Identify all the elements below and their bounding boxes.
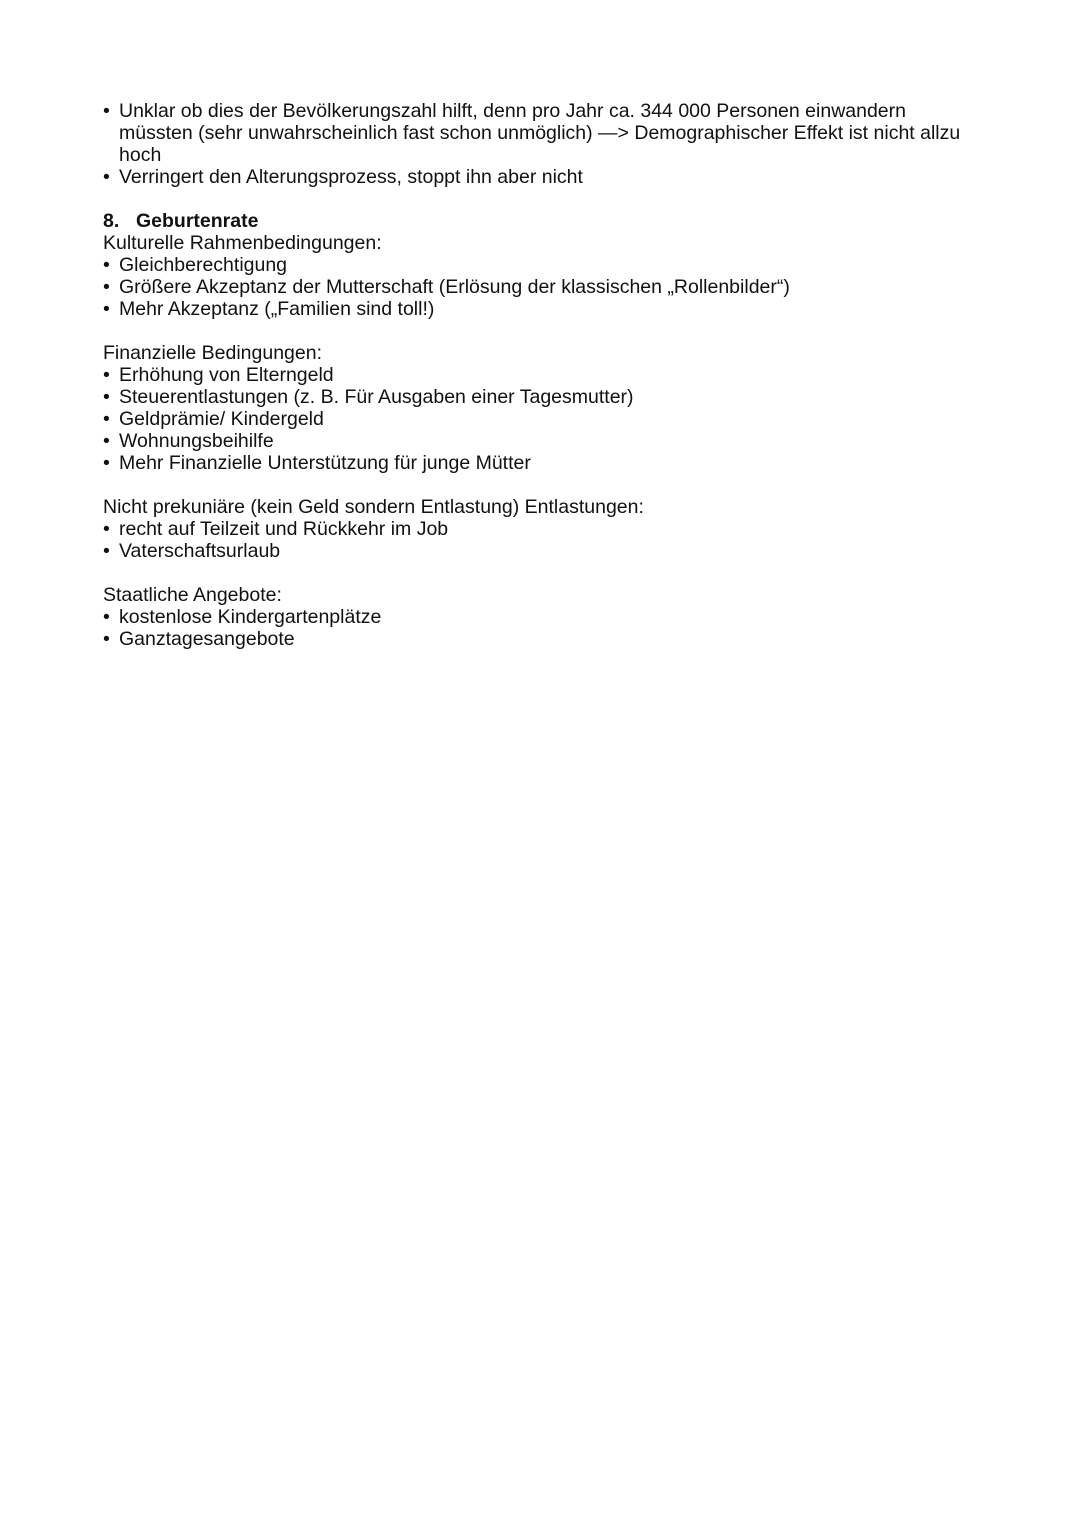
group-label: Nicht prekuniäre (kein Geld sondern Entlastung) Entlastungen: [103, 496, 644, 518]
intro-bullet-item: • Verringert den Alterungsprozess, stoppt ihn aber nicht [103, 166, 963, 188]
group-bullet-list [103, 606, 963, 650]
section-heading [103, 210, 963, 232]
list-item: • Größere Akzeptanz der Mutterschaft (Erlösung der klassischen „Rollenbilder“) [103, 276, 963, 298]
group-bullet-list [103, 518, 963, 562]
group-cultural-conditions [103, 232, 963, 320]
group-financial-conditions [103, 342, 963, 474]
list-item: • Wohnungsbeihilfe [103, 430, 963, 452]
list-item: • Geldprämie/ Kindergeld [103, 408, 963, 430]
group-bullet-list [103, 254, 963, 320]
group-state-offers [103, 584, 963, 650]
group-bullet-list [103, 364, 963, 474]
group-label: Staatliche Angebote: [103, 584, 282, 606]
list-item: • Mehr Finanzielle Unterstützung für junge Mütter [103, 452, 963, 474]
section-title: Geburtenrate [136, 210, 259, 232]
list-item: • Mehr Akzeptanz („Familien sind toll!) [103, 298, 963, 320]
group-label: Kulturelle Rahmenbedingungen: [103, 232, 382, 254]
intro-bullet-list [103, 100, 963, 188]
list-item: • Steuerentlastungen (z. B. Für Ausgaben einer Tagesmutter) [103, 386, 963, 408]
list-item: • Gleichberechtigung [103, 254, 963, 276]
list-item: • recht auf Teilzeit und Rückkehr im Job [103, 518, 963, 540]
list-item: • Erhöhung von Elterngeld [103, 364, 963, 386]
section-number: 8. [103, 210, 120, 232]
group-non-monetary-relief [103, 496, 963, 562]
list-item: • kostenlose Kindergartenplätze [103, 606, 963, 628]
list-item: • Vaterschaftsurlaub [103, 540, 963, 562]
group-label: Finanzielle Bedingungen: [103, 342, 322, 364]
intro-bullet-item: • Unklar ob dies der Bevölkerungszahl hilft, denn pro Jahr ca. 344 000 Personen einwandern müssten (sehr unwahrscheinlich fast schon unmöglich) —> Demographischer Effekt ist nicht allzu hoch [103, 100, 963, 166]
document-content [103, 100, 963, 650]
list-item: • Ganztagesangebote [103, 628, 963, 650]
